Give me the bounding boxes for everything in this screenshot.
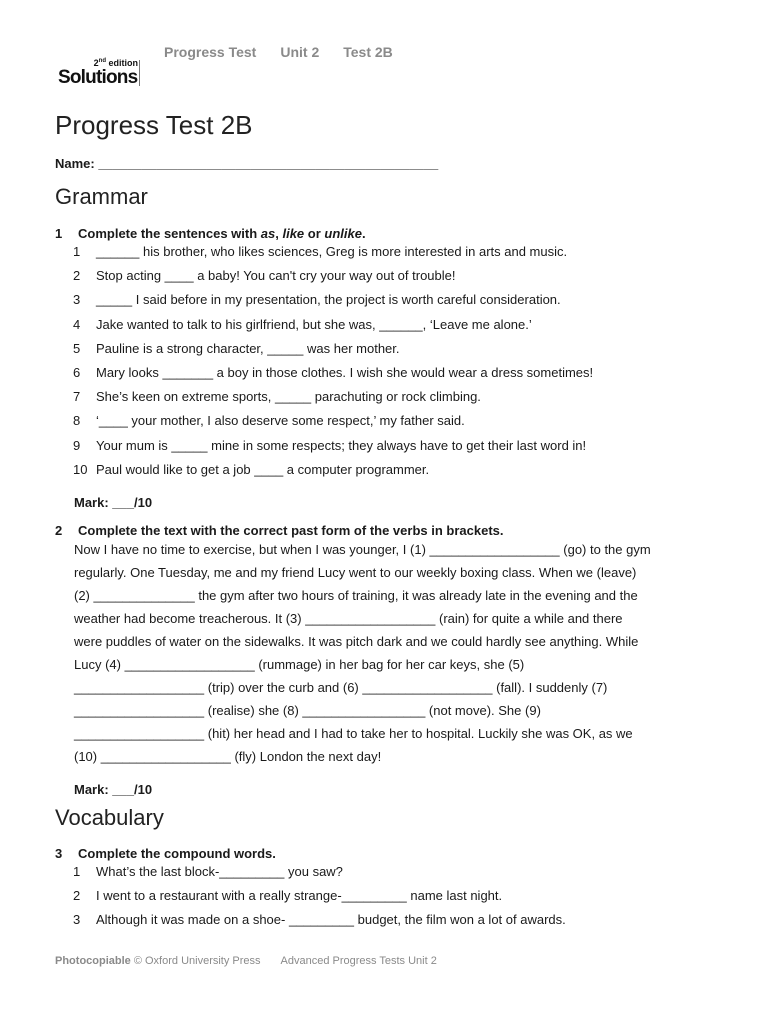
list-item: 2 I went to a restaurant with a really strange-_________ name last night.: [73, 888, 503, 904]
list-item: 6 Mary looks _______ a boy in those clothes. I wish she would wear a dress sometimes!: [73, 364, 594, 380]
name-label: Name:: [55, 156, 95, 171]
list-item: 7 She’s keen on extreme sports, _____ parachuting or rock climbing.: [73, 389, 481, 405]
q2-line: Lucy (4) __________________ (rummage) in her bag for her car keys, she (5): [74, 657, 525, 672]
list-item: 4 Jake wanted to talk to his girlfriend, but she was, ______, ‘Leave me alone.’: [73, 316, 532, 332]
header-progress-test: Progress Test: [164, 44, 257, 60]
q2-line: (2) ______________ the gym after two hours of training, it was already late in the evening and the: [74, 588, 638, 603]
q2-line: weather had become treacherous. It (3) __________________ (rain) for quite a while and there: [74, 611, 623, 626]
list-item: 5 Pauline is a strong character, _____ was her mother.: [73, 340, 400, 356]
q3-number: 3: [55, 846, 63, 861]
logo-brand: Solutions: [58, 67, 138, 88]
list-item: 3 Although it was made on a shoe- _________ budget, the film won a lot of awards.: [73, 912, 566, 928]
q1-list: [73, 244, 593, 486]
grammar-heading: Grammar: [55, 184, 148, 209]
q2-line: were puddles of water on the sidewalks. It was pitch dark and we could hardly see anything. While: [74, 634, 639, 649]
q3-instruction: 3 Complete the compound words.: [55, 846, 276, 861]
q2-text: [74, 538, 714, 768]
header-test: Test 2B: [343, 44, 393, 60]
q2-line: __________________ (trip) over the curb and (6) __________________ (fall). I suddenly (7): [74, 680, 608, 695]
list-item: 8 ‘____ your mother, I also deserve some respect,’ my father said.: [73, 413, 465, 429]
list-item: 3 _____ I said before in my presentation, the project is worth careful consideration.: [73, 292, 561, 308]
list-item: 2 Stop acting ____ a baby! You can't cry your way out of trouble!: [73, 268, 456, 284]
header-breadcrumb: [164, 44, 393, 60]
q2-line: __________________ (realise) she (8) _________________ (not move). She (9): [74, 703, 541, 718]
q2-instruction: 2 Complete the text with the correct past form of the verbs in brackets.: [55, 523, 504, 538]
logo-edition: 2nd edition: [93, 58, 138, 68]
q2-line: Now I have no time to exercise, but when I was younger, I (1) __________________ (go) to the gym: [74, 542, 651, 557]
logo-rule: [139, 60, 140, 86]
q1-mark: Mark: ___/10: [74, 495, 153, 510]
list-item: 10 Paul would like to get a job ____ a computer programmer.: [73, 461, 430, 477]
q2-number: 2: [55, 523, 63, 538]
page-footer: [55, 955, 437, 967]
q3-list: [73, 864, 566, 937]
footer-copyright: Photocopiable © Oxford University Press: [55, 955, 261, 967]
page-title: Progress Test 2B: [55, 110, 253, 140]
q2-line: regularly. One Tuesday, me and my friend Lucy went to our weekly boxing class. When we (leave): [74, 565, 637, 580]
vocabulary-heading: Vocabulary: [55, 805, 164, 830]
header-unit: Unit 2: [280, 44, 320, 60]
list-item: 1 What’s the last block-_________ you saw?: [73, 864, 343, 879]
q2-line: __________________ (hit) her head and I had to take her to hospital. Luckily she was OK, as we: [74, 726, 633, 741]
solutions-logo: [56, 58, 140, 88]
q2-mark: Mark: ___/10: [74, 782, 153, 797]
name-blank: _______________________________________________: [98, 156, 439, 171]
footer-series: Advanced Progress Tests Unit 2: [280, 955, 437, 967]
name-field: [55, 156, 438, 171]
list-item: 1 ______ his brother, who likes sciences, Greg is more interested in arts and music.: [73, 244, 568, 259]
q2-line: (10) __________________ (fly) London the next day!: [74, 749, 382, 764]
q1-instruction: 1 Complete the sentences with as, like or unlike.: [55, 226, 366, 241]
list-item: 9 Your mum is _____ mine in some respects; they always have to get their last word in!: [73, 437, 587, 453]
q1-number: 1: [55, 226, 63, 241]
